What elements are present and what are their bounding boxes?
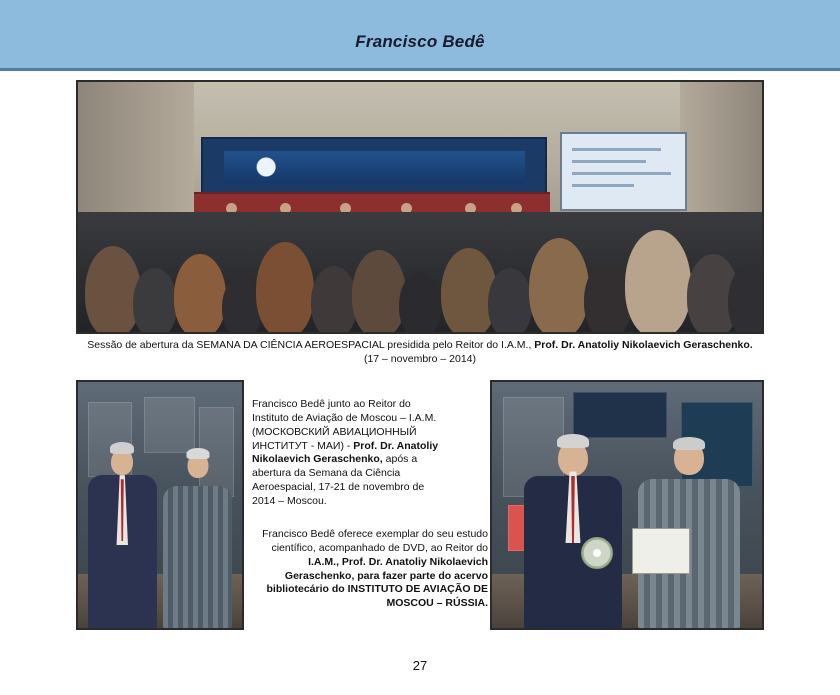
paragraph-right-bold: I.A.M., Prof. Dr. Anatoliy Nikolaevich Geraschenko, para fazer parte do acervo bibliotecário do INSTITUTO DE AVIAÇÃO DE MOSCOU – RÚSSIA. bbox=[266, 555, 488, 610]
caption-line1-plain: Sessão de abertura da SEMANA DA CIÊNCIA AEROESPACIAL presidida pelo Reitor do I.A.M., bbox=[87, 339, 535, 351]
audience bbox=[78, 212, 762, 332]
auditorium-curtain-left bbox=[78, 82, 194, 227]
hair bbox=[186, 448, 209, 459]
man-in-suit bbox=[88, 421, 157, 628]
presentation-screen bbox=[560, 132, 687, 211]
paragraph-right bbox=[252, 528, 488, 611]
caption-line2: (17 – novembro – 2014) bbox=[363, 353, 477, 366]
hair bbox=[673, 437, 705, 450]
paragraph-right-part1: Francisco Bedê oferece exemplar do seu estudo científico, acompanhado de DVD, ao Reitor do bbox=[262, 528, 488, 554]
paragraph-left-part1: Francisco Bedê junto ao Reitor do Instituto de Aviação de Moscou – I.A.M. (МОСКОВСКИЙ АВИАЦИОННЫЙ ИНСТИТУТ - МАИ) - bbox=[252, 398, 437, 452]
hair bbox=[110, 442, 134, 454]
auditorium-curtain-right bbox=[680, 82, 762, 227]
screen-line bbox=[572, 148, 661, 151]
header-divider bbox=[0, 68, 840, 71]
man-in-plaid-shirt bbox=[163, 431, 232, 628]
dvd-disc bbox=[581, 537, 613, 569]
screen-line bbox=[572, 172, 670, 175]
hair bbox=[557, 434, 589, 448]
dvd-handover-photo bbox=[490, 380, 764, 630]
screen-line bbox=[572, 184, 634, 187]
screen-line bbox=[572, 160, 646, 163]
page-number: 27 bbox=[412, 658, 428, 673]
paragraph-left-part2: após a abertura da Semana da Ciência Aeroespacial, 17-21 de novembro de 2014 – Moscou. bbox=[252, 453, 425, 508]
auditorium-opening-session-photo bbox=[76, 80, 764, 334]
two-men-standing-photo bbox=[76, 380, 244, 630]
caption-auditorium bbox=[76, 338, 764, 366]
paragraph-left-bold: Prof. Dr. Anatoliy Nikolaevich Geraschenko, bbox=[252, 439, 439, 466]
page-title: Francisco Bedê bbox=[355, 32, 485, 51]
stage-banner-graphic bbox=[224, 151, 525, 184]
man-in-suit bbox=[524, 416, 621, 628]
paragraph-left bbox=[252, 398, 448, 509]
man-in-plaid-shirt bbox=[638, 421, 741, 628]
caption-line1-bold: Prof. Dr. Anatoliy Nikolaevich Geraschenko. bbox=[534, 339, 753, 351]
plaid-shirt bbox=[163, 486, 232, 628]
document-booklet bbox=[632, 528, 690, 574]
